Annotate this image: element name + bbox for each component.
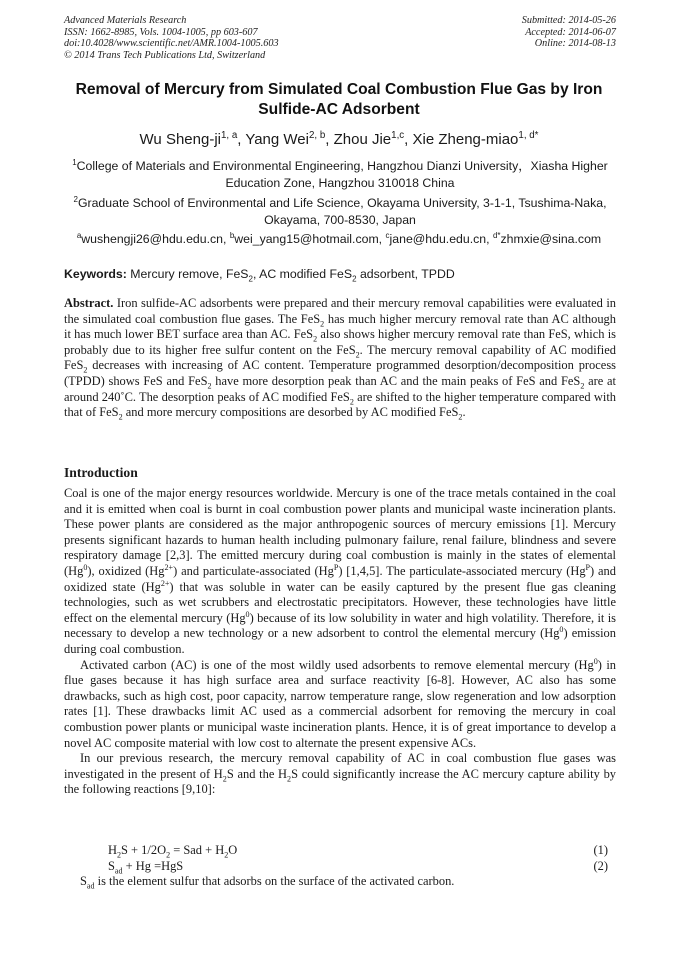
superscript: 0 xyxy=(593,656,598,666)
equation-text: + Hg =HgS xyxy=(122,858,184,873)
abstract-text: has much higher mercury removal rate than AC although it has much lower BET surface area than AC. FeS xyxy=(64,311,616,342)
keywords xyxy=(64,266,616,282)
author-1-affil: 1, a xyxy=(220,130,238,141)
superscript: P xyxy=(585,562,591,572)
paragraph-text: ) emission during coal combustion. xyxy=(64,626,616,656)
paragraph-text: S and the H xyxy=(226,766,288,781)
closing-text: S xyxy=(80,874,87,889)
email-4-mark: d* xyxy=(492,230,501,240)
abstract-text: decreases with increasing of AC content. Temperature programmed desorption/decomposition process (TPDD) shows FeS and FeS xyxy=(64,358,616,388)
paragraph-text: ) because of its low solubility in water and high volatility. Therefore, it is necessary to develop a new technology or a new adsorbent to control the elemental mercury (Hg xyxy=(64,610,617,641)
superscript: P xyxy=(333,562,339,572)
equation-text: = Sad + H xyxy=(170,843,225,857)
abstract-text: . xyxy=(462,405,466,420)
affiliation-1-line-2: Education Zone, Hangzhou 310018 China xyxy=(225,176,455,190)
closing-sentence xyxy=(80,874,616,890)
title-line-1: Removal of Mercury from Simulated Coal Combustion Flue Gas by Iron xyxy=(75,81,603,98)
email-2[interactable]: wei_yang15@hotmail.com, xyxy=(234,232,386,246)
equation-2 xyxy=(108,859,608,875)
equation-2-number: (2) xyxy=(593,858,608,873)
intro-paragraph-1 xyxy=(64,486,616,658)
affiliation-2 xyxy=(64,195,616,229)
title-line-2: Sulfide-AC Adsorbent xyxy=(258,101,420,118)
equation-text: O xyxy=(228,843,238,857)
superscript: 0 xyxy=(245,609,250,619)
equation-text: S + 1/2O xyxy=(121,843,167,857)
intro-paragraph-2 xyxy=(64,658,616,752)
paragraph-text: ) and particulate-associated (Hg xyxy=(173,563,334,578)
superscript: 0 xyxy=(559,625,564,635)
equation-1 xyxy=(108,843,608,859)
equation-1-number: (1) xyxy=(593,843,608,857)
issn-line: ISSN: 1662-8985, Vols. 1004-1005, pp 603-607 xyxy=(64,26,258,38)
introduction-body xyxy=(64,486,616,798)
paragraph-text: S could significantly increase the AC mercury capture ability by the following reactions [9,10]: xyxy=(64,766,617,797)
subscript: 2 xyxy=(116,850,122,860)
email-4[interactable]: zhmxie@sina.com xyxy=(500,232,602,246)
author-3: Zhou Jie xyxy=(333,131,392,148)
subscript: 2 xyxy=(83,365,88,375)
affiliation-2-line-2: Okayama, 700-8530, Japan xyxy=(264,213,416,227)
subscript: 2 xyxy=(352,274,357,284)
email-1-mark: a xyxy=(76,230,82,240)
publication-dates xyxy=(522,15,616,50)
keywords-label: Keywords: xyxy=(64,267,127,281)
paragraph-text: Coal is one of the major energy resources worldwide. Mercury is one of the trace metals contained in the coal and it is emitted when coal is burnt in coal combustion power plants and municipal waste incineration plants. These power plants are considered as the major anthropogenic sources of mercury emissions [1]. Mercury presents significant hazards to human health including pulmonary failure, renal failure, blindness and severe respiratory damage [2,3]. The emitted mercury during coal combustion is mainly in the states of elemental (Hg xyxy=(64,486,616,578)
abstract-text: . The mercury removal capability of AC modified FeS xyxy=(64,342,616,373)
email-3-mark: c xyxy=(385,230,390,240)
subscript: 2 xyxy=(248,274,253,284)
affiliation-1-line-1: College of Materials and Environmental Engineering, Hangzhou Dianzi University，Xiasha Higher xyxy=(76,159,608,173)
subscript: 2 xyxy=(207,381,212,391)
subscript: 2 xyxy=(580,381,585,391)
author-list: Wu Sheng-ji$^{1, a}$, Yang Wei$^{2, b}$, Zhou Jie$^{1,c}$, Xie Zheng-miao$^{1, d*}$ xyxy=(139,130,539,148)
affiliation-2-mark: 2 xyxy=(73,194,78,204)
abstract-text: are at around 240˚C. The desorption peaks of AC modified FeS xyxy=(64,373,616,404)
keywords-text: , AC modified FeS xyxy=(252,267,353,281)
keywords-text: Mercury remove, FeS xyxy=(126,267,249,281)
copyright-line: © 2014 Trans Tech Publications Ltd, Switzerland xyxy=(64,49,266,61)
subscript: 2 xyxy=(222,774,227,784)
subscript: ad xyxy=(114,866,123,876)
paragraph-text: ), oxidized (Hg xyxy=(87,563,165,578)
superscript: 0 xyxy=(83,562,88,572)
subscript: 2 xyxy=(349,397,354,407)
paragraph-text: ) that was soluble in water can be easily captured by the present flue gas cleaning technologies, such as wet scrubbers and electrostatic precipitators. However, these technologies have little effect on the elemental mercury (Hg xyxy=(64,579,616,625)
journal-name: Advanced Materials Research xyxy=(64,15,187,26)
affiliation-2-line-1: Graduate School of Environmental and Life Science, Okayama University, 3-1-1, Tsushima-Naka, xyxy=(77,196,607,210)
online-date: Online: 2014-08-13 xyxy=(534,38,616,50)
subscript: 2 xyxy=(320,319,325,329)
abstract-text: have more desorption peak than AC and the main peaks of FeS and FeS xyxy=(211,373,581,388)
section-heading-introduction: Introduction xyxy=(64,465,138,480)
subscript: ad xyxy=(86,881,95,891)
email-1[interactable]: wushengji26@hdu.edu.cn, xyxy=(81,232,230,246)
subscript: 2 xyxy=(287,774,292,784)
superscript: 2+ xyxy=(160,578,170,588)
abstract xyxy=(64,296,616,421)
affiliation-1-mark: 1 xyxy=(72,157,77,167)
equation-text: H xyxy=(108,843,117,857)
abstract-text: and more mercury compositions are desorbed by AC modified FeS xyxy=(122,405,459,420)
email-2-mark: b xyxy=(229,230,235,240)
paragraph-text: Activated carbon (AC) is one of the most wildly used adsorbents to remove elemental mercury (Hg xyxy=(80,657,594,672)
author-4: Xie Zheng-miao xyxy=(412,131,519,148)
equation-text: S xyxy=(108,858,115,873)
paragraph-text: ) in flue gases because it has high surface area and surface reactivity [6-8]. However, AC also has some drawbacks, such as high cost, poor capacity, narrow temperature range, slow regeneration and low adsorption rates [1]. These drawbacks limit AC used as a commercial adsorbent for removing the mercury in coal combustion power plants or municipal waste incineration plants. Hence, it is of great importance to develop a novel AC composite material with low cost to alternate the present expensive ACs. xyxy=(64,657,616,750)
journal-info xyxy=(64,15,279,61)
author-3-affil: 1,c xyxy=(391,130,405,141)
keywords-text: adsorbent, TPDD xyxy=(356,267,455,281)
subscript: 2 xyxy=(166,850,171,860)
email-3[interactable]: jane@hdu.edu.cn, xyxy=(389,232,493,246)
paper-title xyxy=(60,80,618,120)
abstract-text: also shows higher mercury removal rate than FeS, which is probably due to its higher free sulfur content on the FeS xyxy=(64,327,616,357)
affiliation-1 xyxy=(64,158,616,192)
subscript: 2 xyxy=(313,334,318,344)
author-4-affil: 1, d* xyxy=(518,130,539,141)
abstract-label: Abstract. xyxy=(64,296,114,310)
paragraph-text: ) and oxidized state (Hg xyxy=(64,563,616,594)
doi-line: doi:10.4028/www.scientific.net/AMR.1004-1005.603 xyxy=(64,38,279,50)
submitted-date: Submitted: 2014-05-26 xyxy=(521,15,616,26)
author-2-affil: 2, b xyxy=(308,130,326,141)
subscript: 2 xyxy=(355,350,360,360)
subscript: 2 xyxy=(458,412,463,422)
closing-text: is the element sulfur that adsorbs on the surface of the activated carbon. xyxy=(94,874,455,889)
accepted-date: Accepted: 2014-06-07 xyxy=(525,26,616,38)
abstract-text: Iron sulfide-AC adsorbents were prepared and their mercury removal capabilities were evaluated in the simulated coal combustion flue gases. The FeS xyxy=(64,296,616,326)
intro-paragraph-3 xyxy=(64,751,616,798)
paragraph-text: ) [1,4,5]. The particulate-associated mercury (Hg xyxy=(338,563,586,578)
author-2: Yang Wei xyxy=(245,131,309,148)
abstract-text: are shifted to the higher temperature compared with that of FeS xyxy=(64,389,616,420)
subscript: 2 xyxy=(224,850,229,860)
author-emails xyxy=(40,231,638,247)
superscript: 2+ xyxy=(164,562,174,572)
author-1: Wu Sheng-ji xyxy=(139,131,221,148)
subscript: 2 xyxy=(118,412,123,422)
paragraph-text: In our previous research, the mercury removal capability of AC in coal combustion flue gases was investigated in the present of H xyxy=(64,751,616,781)
